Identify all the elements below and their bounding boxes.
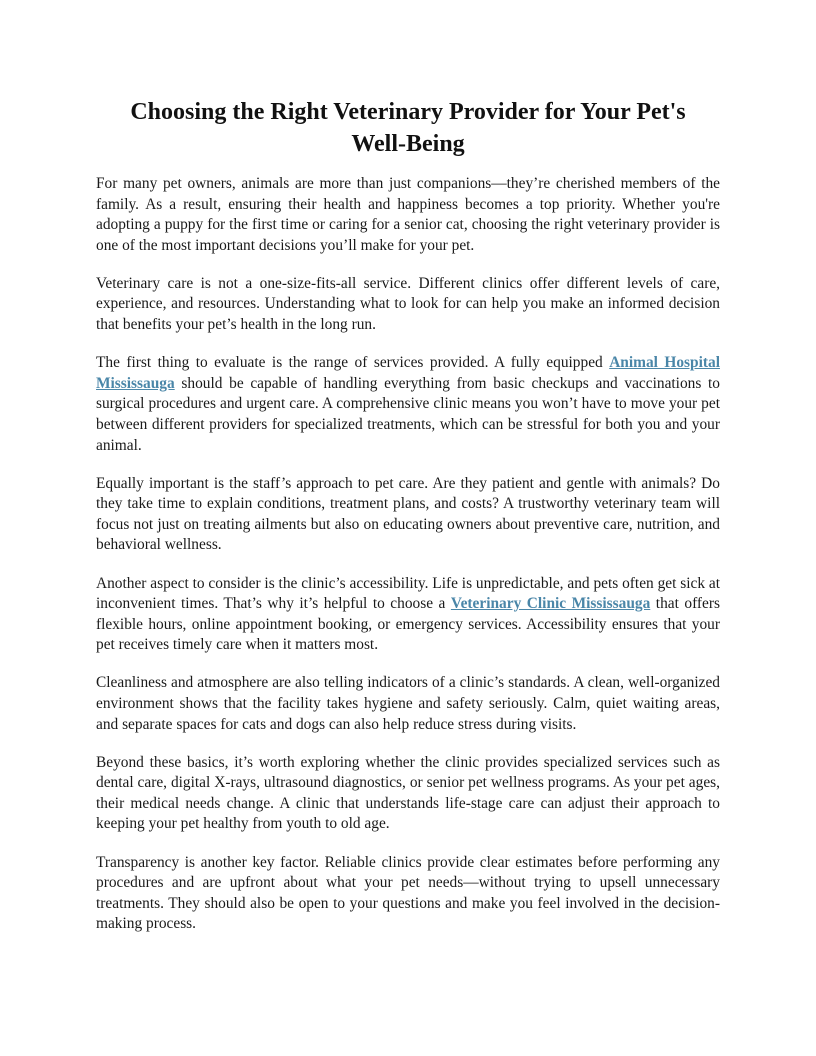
paragraph-services-text-before: The first thing to evaluate is the range of services provided. A fully equipped (96, 354, 610, 372)
paragraph-cleanliness: Cleanliness and atmosphere are also telling indicators of a clinic’s standards. A clean, well-organized environment shows that the facility takes hygiene and safety seriously. Calm, quiet waiting areas, and separate spaces for cats and dogs can also help reduce stress during visits. (96, 674, 720, 733)
paragraph-services-text-after: should be capable of handling everything from basic checkups and vaccinations to surgical procedures and urgent care. A comprehensive clinic means you won’t have to move your pet between different providers for specialized treatments, which can be stressful for both you and your animal. (96, 374, 720, 454)
paragraph-staff: Equally important is the staff’s approach to pet care. Are they patient and gentle with animals? Do they take time to explain conditions, treatment plans, and costs? A trustworthy veterinary team will focus not just on treating ailments but also on educating owners about preventive care, nutrition, and behavioral wellness. (96, 474, 720, 554)
paragraph-accessibility (96, 574, 720, 656)
title-line-2: Well-Being (351, 131, 465, 157)
paragraph-transparency: Transparency is another key factor. Reliable clinics provide clear estimates before performing any procedures and are upfront about what your pet needs—without trying to upsell unnecessary treatments. They should also be open to your questions and make you feel involved in the decision-making process. (96, 853, 720, 933)
animal-hospital-mississauga-link[interactable]: Animal Hospital Mississauga (96, 354, 720, 392)
paragraph-intro: For many pet owners, animals are more than just companions—they’re cherished members of the family. As a result, ensuring their health and happiness becomes a top priority. Whether you're adopting a puppy for the first time or caring for a senior cat, choosing the right veterinary provider is one of the most important decisions you’ll make for your pet. (96, 175, 720, 254)
title-line-1: Choosing the Right Veterinary Provider for Your Pet's (130, 99, 686, 125)
paragraph-specialized-services: Beyond these basics, it’s worth exploring whether the clinic provides specialized services such as dental care, digital X-rays, ultrasound diagnostics, or senior pet wellness programs. As your pet ages, their medical needs change. A clinic that understands life-stage care can adjust their approach to keeping your pet healthy from youth to old age. (96, 753, 720, 833)
paragraph-accessibility-text-after: that offers flexible hours, online appointment booking, or emergency services. Accessibility ensures that your pet receives timely care when it matters most. (96, 595, 720, 654)
paragraph-accessibility-text-before: Another aspect to consider is the clinic’s accessibility. Life is unpredictable, and pets often get sick at inconvenient times. That’s why it’s helpful to choose a (96, 574, 720, 613)
veterinary-clinic-mississauga-link[interactable]: Veterinary Clinic Mississauga (450, 595, 651, 613)
document-page (96, 96, 720, 952)
paragraph-services (96, 353, 720, 456)
paragraph-care-types: Veterinary care is not a one-size-fits-all service. Different clinics offer different levels of care, experience, and resources. Understanding what to look for can help you make an informed decision that benefits your pet’s health in the long run. (96, 274, 720, 334)
document-title (96, 96, 720, 160)
